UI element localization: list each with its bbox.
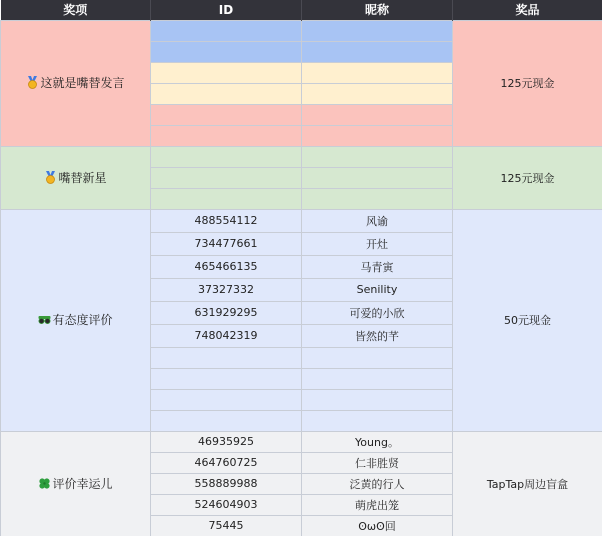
id-cell [151,41,302,62]
id-cell [151,167,302,188]
id-cell: 558889988 [151,473,302,494]
nickname-cell [302,146,453,167]
prize-cell: 125元现金 [453,20,602,146]
table-row [1,209,602,232]
award-cell [1,209,151,431]
id-cell: 524604903 [151,494,302,515]
nickname-cell: 泛黄的行人 [302,473,453,494]
award-name: 评价幸运儿 [52,476,113,491]
header-award: 奖项 [1,0,151,20]
clover-icon [38,477,51,490]
medal-icon [26,76,39,89]
award-name: 有态度评价 [52,313,113,327]
id-cell: 488554112 [151,209,302,232]
nickname-cell: 开灶 [302,232,453,255]
id-cell: 37327332 [151,278,302,301]
award-cell [1,20,151,146]
id-cell: 464760725 [151,452,302,473]
header-row [1,0,602,20]
id-cell [151,389,302,410]
id-cell [151,410,302,431]
nickname-cell [302,125,453,146]
nickname-cell [302,20,453,41]
id-cell [151,125,302,146]
id-cell: 734477661 [151,232,302,255]
prize-cell: 125元现金 [453,146,602,209]
award-cell [1,146,151,209]
nickname-cell [302,167,453,188]
nickname-cell [302,368,453,389]
nickname-cell: 皆然的芊 [302,324,453,347]
table-row [1,20,602,41]
nickname-cell: 仁非胜贤 [302,452,453,473]
header-nickname: 昵称 [302,0,453,20]
id-cell [151,104,302,125]
id-cell [151,62,302,83]
prize-cell: TapTap周边盲盒 [453,431,602,536]
nickname-cell [302,410,453,431]
award-cell [1,431,151,536]
id-cell: 46935925 [151,431,302,452]
nickname-cell: Young。 [302,431,453,452]
medal-icon [44,171,57,184]
nickname-cell: 马青寅 [302,255,453,278]
nickname-cell [302,188,453,209]
nickname-cell [302,62,453,83]
table-row [1,431,602,452]
nickname-cell [302,104,453,125]
nickname-cell: Senility [302,278,453,301]
id-cell [151,20,302,41]
nickname-cell: ʘωʘ回 [302,515,453,536]
id-cell [151,83,302,104]
nickname-cell: 萌虎出笼 [302,494,453,515]
award-name: 这就是嘴替发言 [40,76,125,90]
id-cell: 465466135 [151,255,302,278]
award-name: 嘴替新星 [58,170,107,185]
id-cell: 631929295 [151,301,302,324]
nickname-cell: 可爱的小欣 [302,301,453,324]
nickname-cell [302,41,453,62]
header-prize: 奖品 [453,0,602,20]
id-cell: 748042319 [151,324,302,347]
id-cell [151,188,302,209]
id-cell: 75445 [151,515,302,536]
glasses-icon [38,313,51,326]
prize-cell: 50元现金 [453,209,602,431]
nickname-cell [302,83,453,104]
id-cell [151,368,302,389]
header-id: ID [151,0,302,20]
nickname-cell [302,389,453,410]
id-cell [151,347,302,368]
nickname-cell: 风谕 [302,209,453,232]
id-cell [151,146,302,167]
table-row [1,146,602,167]
nickname-cell [302,347,453,368]
